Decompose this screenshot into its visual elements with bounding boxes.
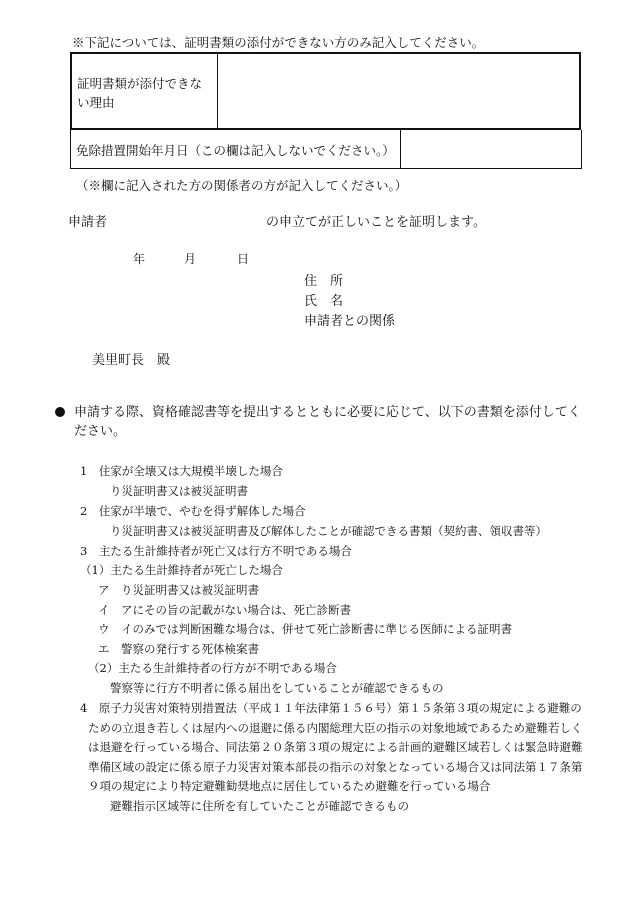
list-item: 2 住家が半壊で、やむを得ず解体した場合 [80,504,306,518]
relation-label: 申請者との関係 [304,314,396,329]
address-label: 住 所 [304,274,344,289]
exemption-start-table [70,130,582,169]
list-item: 準備区域の設定に係る原子力災害対策本部長の指示の対象となっている場合又は同法第１７条第 [88,760,583,774]
bullet-text: 申請する際、資格確認書等を提出するとともに必要に応じて、以下の書類を添付してください。 [74,405,581,439]
list-item: （2）主たる生計維持者の行方が不明である場合 [88,661,337,675]
list-item: ウ イのみでは判断困難な場合は、併せて死亡診断書に準じる医師による証明書 [98,622,512,636]
addressee: 美里町長 殿 [92,353,171,368]
list-item: ア り災証明書又は被災証明書 [98,583,259,597]
list-item: ための立退き若しくは屋内への退避に係る内閣総理大臣の指示の対象地域であるため避難若しく [88,721,583,735]
certify-statement: の申立てが正しいことを証明します。 [266,215,486,230]
bullet-icon [55,407,65,417]
note-under: （※欄に記入された方の関係者の方が記入してください。） [76,178,408,193]
name-label: 氏 名 [304,294,344,309]
list-item: ９項の規定により特定避難勧奨地点に居住しているため避難を行っている場合 [88,779,491,793]
date-month: 月 [184,252,197,266]
list-item: イ アにその旨の記載がない場合は、死亡診断書 [98,603,351,617]
exemption-start-field[interactable] [401,130,581,168]
list-item: 3 主たる生計維持者が死亡又は行方不明である場合 [80,544,352,558]
reason-label: 証明書類が添付できない理由 [72,54,218,128]
list-item: 1 住家が全壊又は大規模半壊した場合 [80,464,283,478]
exemption-start-label: 免除措置開始年月日（この欄は記入しないでください。） [71,130,401,168]
list-item: 避難指示区域等に住所を有していたことが確認できるもの [110,799,409,813]
note-top: ※下記については、証明書類の添付ができない方のみ記入してください。 [72,35,485,50]
reason-table [70,52,581,130]
list-item: 警察等に行方不明者に係る届出をしていることが確認できるもの [110,681,444,695]
list-item: り災証明書又は被災証明書 [110,484,248,498]
list-item: り災証明書又は被災証明書及び解体したことが確認できる書類（契約書、領収書等） [110,524,547,538]
date-day: 日 [237,252,250,266]
list-item: エ 警察の発行する死体検案書 [98,642,259,656]
reason-field[interactable] [218,54,579,128]
applicant-label: 申請者 [68,215,108,230]
date-year: 年 [133,252,146,266]
list-item: 4 原子力災害対策特別措置法（平成１１年法律第１５６号）第１５条第３項の規定による避難の [80,701,582,715]
list-item: （1）主たる生計維持者が死亡した場合 [80,563,283,577]
list-item: は退避を行っている場合、同法第２０条第３項の規定による計画的避難区域若しくは緊急時避難 [88,740,583,754]
